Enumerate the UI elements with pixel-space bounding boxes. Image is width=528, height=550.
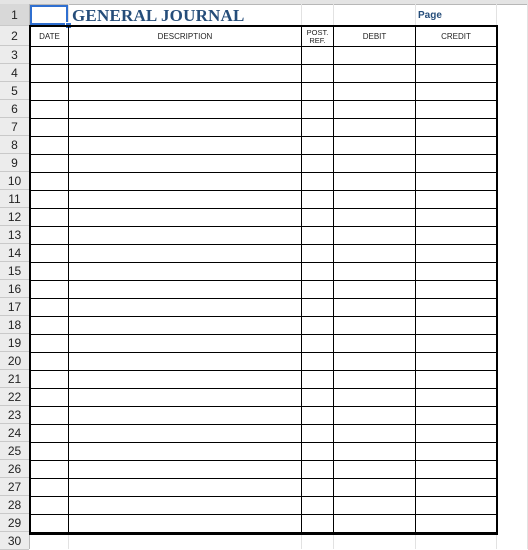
description-cell[interactable] [69,137,302,155]
debit-cell[interactable] [334,209,416,227]
table-row [31,227,497,245]
table-row [31,209,497,227]
row-header-20[interactable]: 20 [0,352,29,370]
row-header-1[interactable]: 1 [0,4,29,26]
table-row [31,443,497,461]
description-cell[interactable] [69,191,302,209]
table-row [31,371,497,389]
table-row [31,47,497,65]
row-header-29[interactable]: 29 [0,514,29,532]
table-row [31,317,497,335]
date-cell[interactable] [31,173,69,191]
row-header-28[interactable]: 28 [0,496,29,514]
debit-cell[interactable] [334,137,416,155]
credit-cell[interactable] [416,245,497,263]
credit-cell[interactable] [416,47,497,65]
description-cell[interactable] [69,101,302,119]
date-cell[interactable] [31,353,69,371]
credit-cell[interactable] [416,353,497,371]
post-ref-cell[interactable] [302,83,334,101]
credit-cell[interactable] [416,191,497,209]
credit-cell[interactable] [416,497,497,515]
debit-cell[interactable] [334,155,416,173]
debit-cell[interactable] [334,173,416,191]
debit-cell[interactable] [334,263,416,281]
credit-cell[interactable] [416,263,497,281]
table-row [31,173,497,191]
row-header-22[interactable]: 22 [0,388,29,406]
post-ref-line1: POST. [306,27,329,37]
table-row [31,263,497,281]
table-row [31,155,497,173]
credit-cell[interactable] [416,425,497,443]
credit-cell[interactable] [416,155,497,173]
row-header-18[interactable]: 18 [0,316,29,334]
post-ref-cell[interactable] [302,407,334,425]
description-cell[interactable] [69,317,302,335]
row-header-26[interactable]: 26 [0,460,29,478]
date-cell[interactable] [31,191,69,209]
row-header-5[interactable]: 5 [0,82,29,100]
post-ref-cell[interactable] [302,65,334,83]
row-header-2[interactable]: 2 [0,26,29,46]
description-cell[interactable] [69,227,302,245]
description-cell[interactable] [69,479,302,497]
journal-title[interactable]: GENERAL JOURNAL [72,6,245,25]
post-ref-cell[interactable] [302,47,334,65]
credit-cell[interactable] [416,65,497,83]
row-header-16[interactable]: 16 [0,280,29,298]
post-ref-cell[interactable] [302,371,334,389]
post-ref-line2: REF. [309,35,326,45]
row-header-27[interactable]: 27 [0,478,29,496]
post-ref-cell[interactable] [302,515,334,533]
debit-cell[interactable] [334,245,416,263]
debit-cell[interactable] [334,47,416,65]
table-row [31,245,497,263]
credit-cell[interactable] [416,299,497,317]
credit-cell[interactable] [416,479,497,497]
description-cell[interactable] [69,65,302,83]
date-cell[interactable] [31,407,69,425]
date-cell[interactable] [31,497,69,515]
date-cell[interactable] [31,263,69,281]
row-header-10[interactable]: 10 [0,172,29,190]
row-header-12[interactable]: 12 [0,208,29,226]
description-cell[interactable] [69,443,302,461]
post-ref-cell[interactable] [302,173,334,191]
credit-cell[interactable] [416,389,497,407]
description-cell[interactable] [69,173,302,191]
post-ref-header[interactable] [302,27,334,47]
credit-cell[interactable] [416,335,497,353]
table-row [31,461,497,479]
post-ref-cell[interactable] [302,443,334,461]
journal-header-row [31,27,497,47]
table-row [31,425,497,443]
table-row [31,65,497,83]
description-cell[interactable] [69,47,302,65]
description-cell[interactable] [69,209,302,227]
date-cell[interactable] [31,335,69,353]
table-row [31,353,497,371]
description-cell[interactable] [69,353,302,371]
row-header-7[interactable]: 7 [0,118,29,136]
table-row [31,119,497,137]
debit-cell[interactable] [334,443,416,461]
post-ref-cell[interactable] [302,317,334,335]
debit-cell[interactable] [334,65,416,83]
row-header-9[interactable]: 9 [0,154,29,172]
post-ref-cell[interactable] [302,191,334,209]
description-cell[interactable] [69,281,302,299]
credit-cell[interactable] [416,371,497,389]
credit-cell[interactable] [416,515,497,533]
table-row [31,281,497,299]
row-header-19[interactable]: 19 [0,334,29,352]
date-cell[interactable] [31,425,69,443]
date-cell[interactable] [31,137,69,155]
description-cell[interactable] [69,425,302,443]
row-header-25[interactable]: 25 [0,442,29,460]
description-cell[interactable] [69,245,302,263]
row-header-21[interactable]: 21 [0,370,29,388]
debit-cell[interactable] [334,515,416,533]
credit-cell[interactable] [416,209,497,227]
post-ref-cell[interactable] [302,155,334,173]
credit-cell[interactable] [416,443,497,461]
row-header-14[interactable]: 14 [0,244,29,262]
credit-cell[interactable] [416,407,497,425]
post-ref-cell[interactable] [302,245,334,263]
post-ref-cell[interactable] [302,479,334,497]
post-ref-cell[interactable] [302,101,334,119]
row-header-6[interactable]: 6 [0,100,29,118]
date-cell[interactable] [31,209,69,227]
date-cell[interactable] [31,245,69,263]
row-header-30[interactable]: 30 [0,532,29,550]
date-cell[interactable] [31,65,69,83]
debit-cell[interactable] [334,227,416,245]
date-cell[interactable] [31,155,69,173]
debit-cell[interactable] [334,497,416,515]
post-ref-cell[interactable] [302,137,334,155]
table-row [31,497,497,515]
row-header-17[interactable]: 17 [0,298,29,316]
debit-cell[interactable] [334,407,416,425]
row-header-3[interactable]: 3 [0,46,29,64]
debit-cell[interactable] [334,299,416,317]
debit-cell[interactable] [334,101,416,119]
description-cell[interactable] [69,389,302,407]
table-row [31,389,497,407]
date-cell[interactable] [31,461,69,479]
table-row [31,191,497,209]
credit-cell[interactable] [416,83,497,101]
credit-cell[interactable] [416,317,497,335]
table-row [31,515,497,533]
post-ref-cell[interactable] [302,119,334,137]
post-ref-cell[interactable] [302,263,334,281]
description-cell[interactable] [69,299,302,317]
page-label[interactable]: Page [418,10,442,21]
debit-cell[interactable] [334,425,416,443]
row-header-4[interactable]: 4 [0,64,29,82]
row-header-23[interactable]: 23 [0,406,29,424]
row-header-13[interactable]: 13 [0,226,29,244]
table-row [31,101,497,119]
debit-cell[interactable] [334,479,416,497]
date-header[interactable]: DATE [31,27,69,47]
debit-cell[interactable] [334,119,416,137]
debit-cell[interactable] [334,335,416,353]
post-ref-cell[interactable] [302,281,334,299]
journal-table [30,26,497,533]
post-ref-cell[interactable] [302,335,334,353]
row-header-column[interactable] [0,4,30,549]
description-cell[interactable] [69,371,302,389]
debit-header[interactable]: DEBIT [334,27,416,47]
debit-cell[interactable] [334,371,416,389]
table-row [31,479,497,497]
debit-cell[interactable] [334,389,416,407]
row-header-8[interactable]: 8 [0,136,29,154]
description-cell[interactable] [69,497,302,515]
description-cell[interactable] [69,407,302,425]
table-row [31,407,497,425]
description-cell[interactable] [69,119,302,137]
table-row [31,137,497,155]
post-ref-cell[interactable] [302,227,334,245]
credit-header[interactable]: CREDIT [416,27,497,47]
debit-cell[interactable] [334,83,416,101]
table-row [31,335,497,353]
credit-cell[interactable] [416,461,497,479]
credit-cell[interactable] [416,227,497,245]
date-cell[interactable] [31,83,69,101]
date-cell[interactable] [31,515,69,533]
credit-cell[interactable] [416,137,497,155]
description-cell[interactable] [69,155,302,173]
post-ref-cell[interactable] [302,497,334,515]
date-cell[interactable] [31,317,69,335]
date-cell[interactable] [31,101,69,119]
debit-cell[interactable] [334,353,416,371]
description-cell[interactable] [69,263,302,281]
debit-cell[interactable] [334,461,416,479]
date-cell[interactable] [31,371,69,389]
date-cell[interactable] [31,281,69,299]
credit-cell[interactable] [416,281,497,299]
post-ref-cell[interactable] [302,353,334,371]
table-row [31,83,497,101]
debit-cell[interactable] [334,317,416,335]
post-ref-cell[interactable] [302,209,334,227]
credit-cell[interactable] [416,119,497,137]
date-cell[interactable] [31,299,69,317]
date-cell[interactable] [31,47,69,65]
date-cell[interactable] [31,119,69,137]
row-header-15[interactable]: 15 [0,262,29,280]
description-cell[interactable] [69,83,302,101]
date-cell[interactable] [31,227,69,245]
row-header-11[interactable]: 11 [0,190,29,208]
credit-cell[interactable] [416,173,497,191]
credit-cell[interactable] [416,101,497,119]
row-header-24[interactable]: 24 [0,424,29,442]
description-header[interactable]: DESCRIPTION [69,27,302,47]
date-cell[interactable] [31,479,69,497]
description-cell[interactable] [69,461,302,479]
date-cell[interactable] [31,443,69,461]
selected-cell-a1[interactable] [30,5,68,25]
description-cell[interactable] [69,515,302,533]
table-row [31,299,497,317]
description-cell[interactable] [69,335,302,353]
post-ref-cell[interactable] [302,461,334,479]
post-ref-cell[interactable] [302,389,334,407]
date-cell[interactable] [31,389,69,407]
post-ref-cell[interactable] [302,299,334,317]
debit-cell[interactable] [334,281,416,299]
debit-cell[interactable] [334,191,416,209]
post-ref-cell[interactable] [302,425,334,443]
